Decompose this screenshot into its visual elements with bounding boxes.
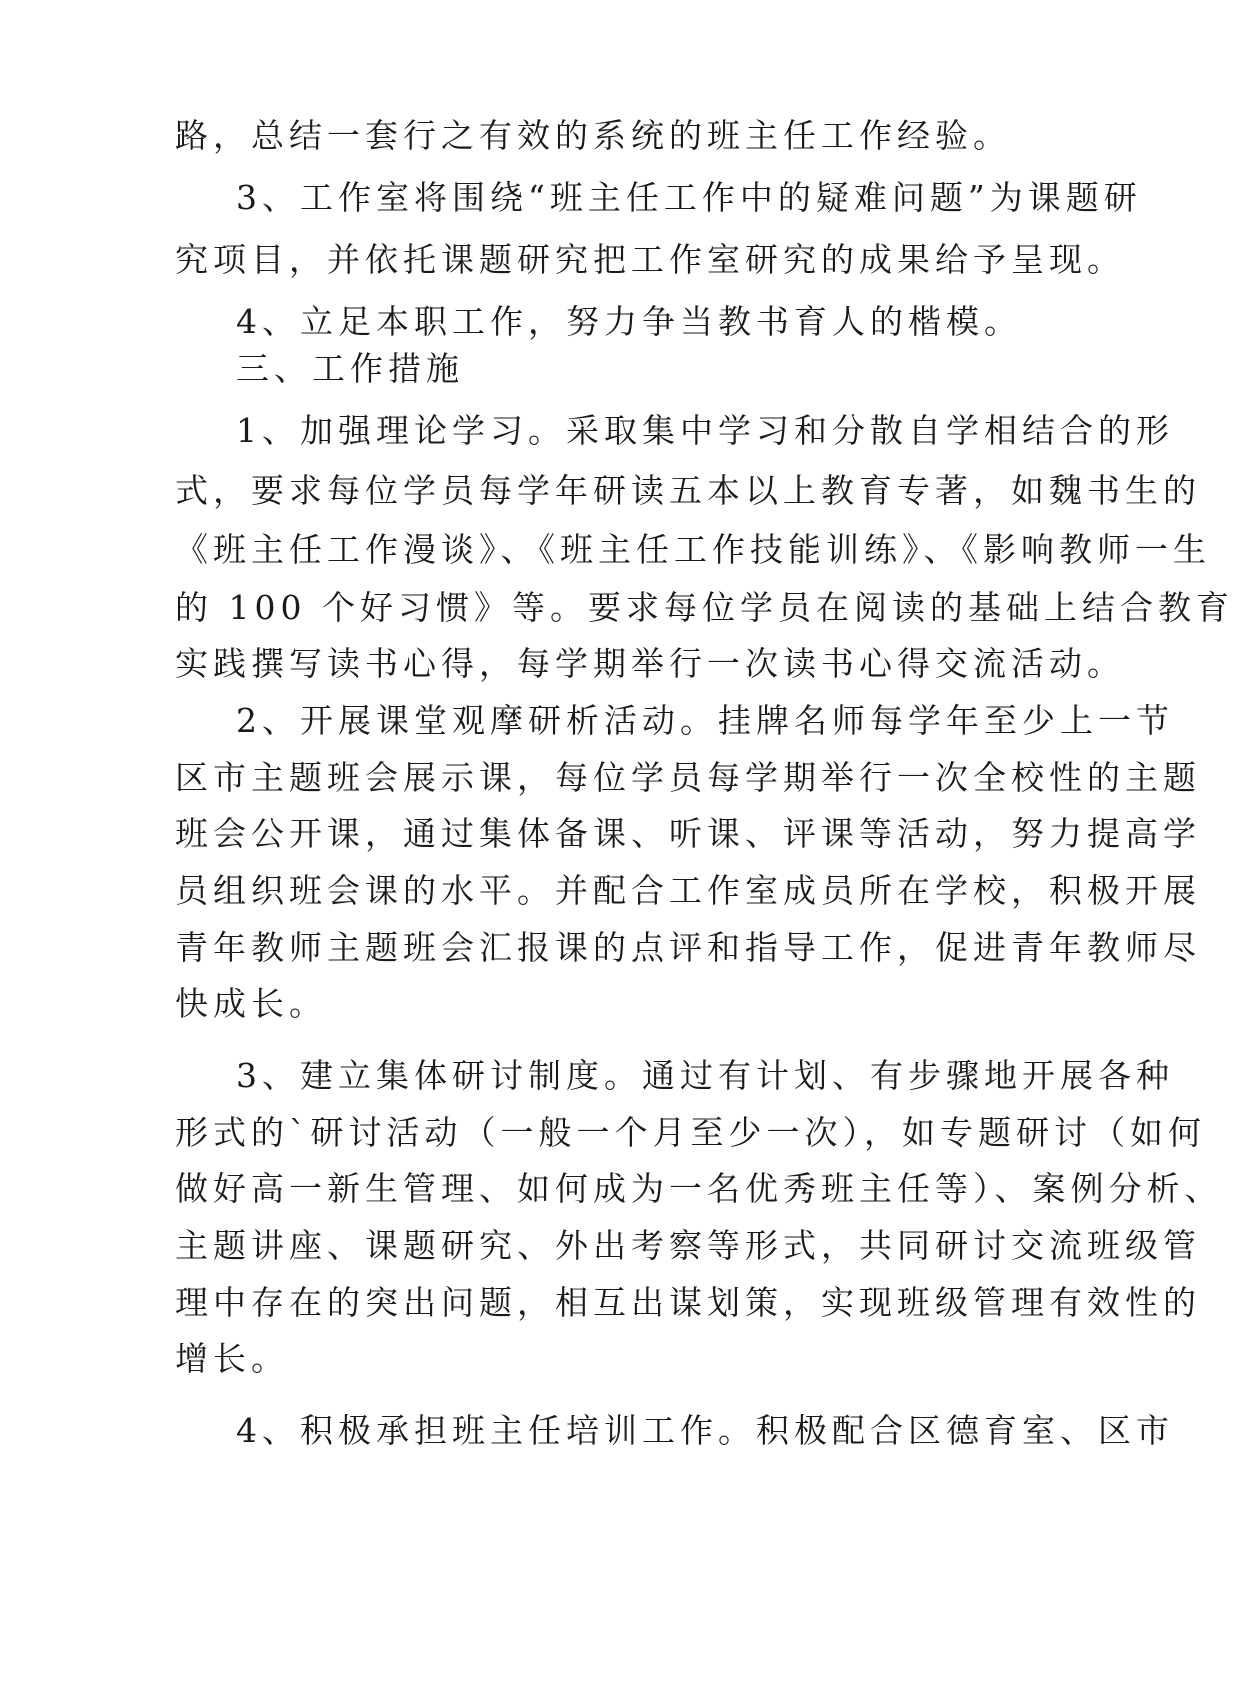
text-line: 理中存在的突出问题，相互出谋划策，实现班级管理有效性的 [175, 1283, 1201, 1322]
text-line: 增长。 [175, 1339, 289, 1378]
text-line: 形式的`研讨活动（一般一个月至少一次），如专题研讨（如何 [175, 1113, 1206, 1152]
text-line: 做好高一新生管理、如何成为一名优秀班主任等）、案例分析、 [175, 1169, 1223, 1208]
text-line: 区市主题班会展示课，每位学员每学期举行一次全校性的主题 [175, 758, 1201, 797]
text-line: 的 100 个好习惯》等。要求每位学员在阅读的基础上结合教育 [175, 588, 1234, 627]
text-line: 式，要求每位学员每学年研读五本以上教育专著，如魏书生的 [175, 471, 1201, 510]
text-line: 《班主任工作漫谈》、《班主任工作技能训练》、《影响教师一生 [175, 530, 1211, 569]
text-line: 班会公开课，通过集体备课、听课、评课等活动，努力提高学 [175, 814, 1201, 853]
text-line: 3、工作室将围绕“班主任工作中的疑难问题”为课题研 [236, 178, 1142, 217]
text-line: 究项目，并依托课题研究把工作室研究的成果给予呈现。 [175, 240, 1125, 279]
text-line: 快成长。 [175, 984, 327, 1023]
text-line: 员组织班会课的水平。并配合工作室成员所在学校，积极开展 [175, 871, 1201, 910]
section-heading: 三、工作措施 [236, 349, 464, 388]
text-line: 路，总结一套行之有效的系统的班主任工作经验。 [175, 116, 1011, 155]
text-line: 青年教师主题班会汇报课的点评和指导工作，促进青年教师尽 [175, 928, 1201, 967]
text-line: 主题讲座、课题研究、外出考察等形式，共同研讨交流班级管 [175, 1226, 1201, 1265]
text-line: 1、加强理论学习。采取集中学习和分散自学相结合的形 [236, 411, 1174, 450]
text-line: 4、积极承担班主任培训工作。积极配合区德育室、区市 [236, 1411, 1174, 1450]
text-line: 3、建立集体研讨制度。通过有计划、有步骤地开展各种 [236, 1056, 1174, 1095]
text-line: 实践撰写读书心得，每学期举行一次读书心得交流活动。 [175, 644, 1125, 683]
text-line: 4、立足本职工作，努力争当教书育人的楷模。 [236, 302, 1022, 341]
text-line: 2、开展课堂观摩研析活动。挂牌名师每学年至少上一节 [236, 701, 1174, 740]
